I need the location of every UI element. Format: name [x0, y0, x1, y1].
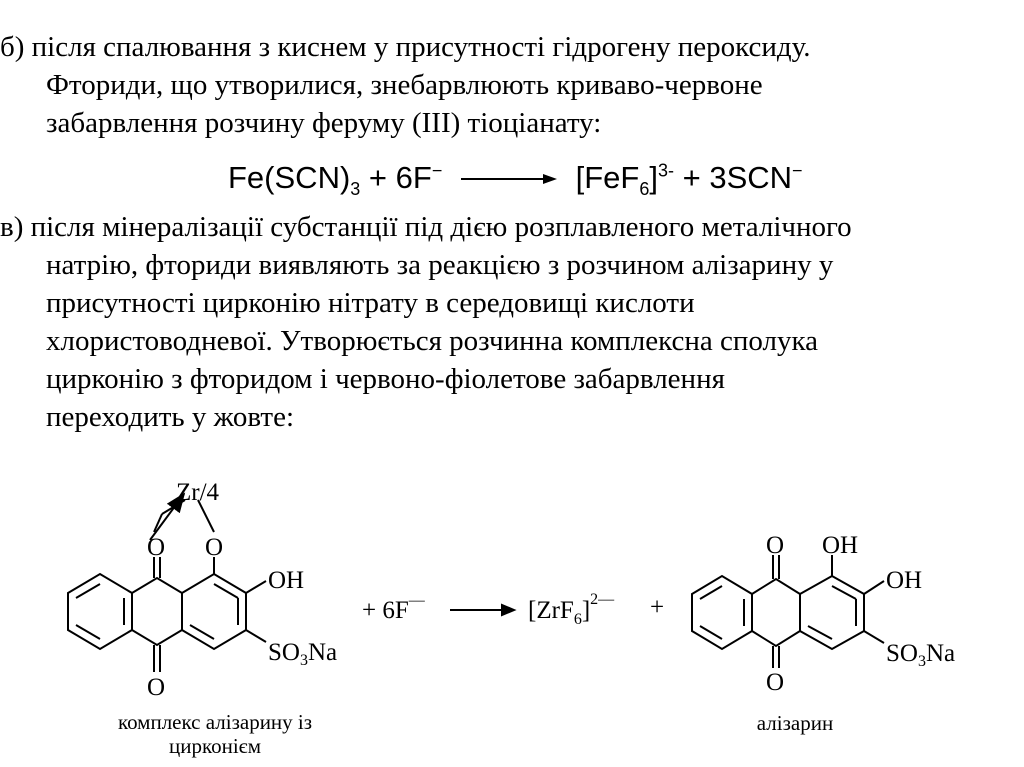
eq1-product-charge: 3- [657, 160, 674, 181]
caption-alizarin: алізарин [756, 711, 834, 735]
paragraph-b-line2: Фториди, що утворилися, знебарвлюють криваво-червоне [46, 69, 763, 101]
paragraph-v-line1: в) після мінералізації субстанції під дією розплавленого металічного [0, 211, 852, 243]
caption-zirconium-complex: комплекс алізарину із цирконієм [117, 710, 313, 758]
alizarin-hydroxyl-top: OH [822, 532, 859, 559]
alizarin-hydroxyl-right: OH [886, 567, 923, 594]
alizarin-carbonyl-top: O [766, 532, 785, 559]
carbonyl-oxygen-bottom: O [147, 674, 166, 701]
paragraph-v-line2: натрію, фториди виявляють за реакцією з розчином алізарину у [46, 249, 834, 281]
eq1-plus-scn: + 3SCN [682, 160, 793, 195]
paragraph-b-line3: забарвлення розчину феруму (III) тіоціанату: [46, 107, 602, 139]
paragraph-v-line6: переходить у жовте: [46, 401, 295, 433]
eq1-reactant: Fe(SCN) [228, 160, 351, 195]
plus-sign-right: + [650, 594, 665, 621]
alizarin-structure [692, 555, 884, 668]
alizarin-sulfonate: $SO_3Na$ [886, 640, 956, 670]
paragraph-b-line1: б) після спалювання з киснем у присутності гідрогену пероксиду. [0, 31, 811, 63]
eq1-plus-fluoride: + 6F [368, 160, 432, 195]
paragraph-v-line4: хлористоводневої. Утворюється розчинна комплексна сполука [46, 325, 818, 357]
eq1-reactant-sub: 3 [350, 179, 361, 200]
hydroxyl-oxygen-complexed: O [205, 534, 224, 561]
eq1-product-close: ] [649, 160, 658, 195]
zirconium-label: Zr/4 [176, 479, 220, 506]
hydroxyl-group-left: OH [268, 567, 305, 594]
eq1-product-sub: 6 [639, 179, 650, 200]
carbonyl-oxygen-top: O [147, 534, 166, 561]
sulfonate-group-left: $SO_3Na$ [268, 639, 338, 669]
scheme-arrow-icon [450, 605, 514, 615]
zirconium-hexafluoride: $[ZrF_6]^{2—}$ [528, 591, 615, 628]
paragraph-v-line5: цирконію з фторидом і червоно-фіолетове забарвлення [46, 363, 725, 395]
plus-fluoride: + 6F— [362, 592, 425, 624]
alizarin-carbonyl-bottom: O [766, 669, 785, 696]
paragraph-v-line3: присутності цирконію нітрату в середовищі кислоти [46, 287, 695, 319]
eq1-scn-charge: − [792, 160, 803, 181]
eq1-product: [FeF [575, 160, 640, 195]
eq1-fluoride-charge: − [431, 160, 443, 181]
zirconium-complex-structure [68, 494, 266, 672]
